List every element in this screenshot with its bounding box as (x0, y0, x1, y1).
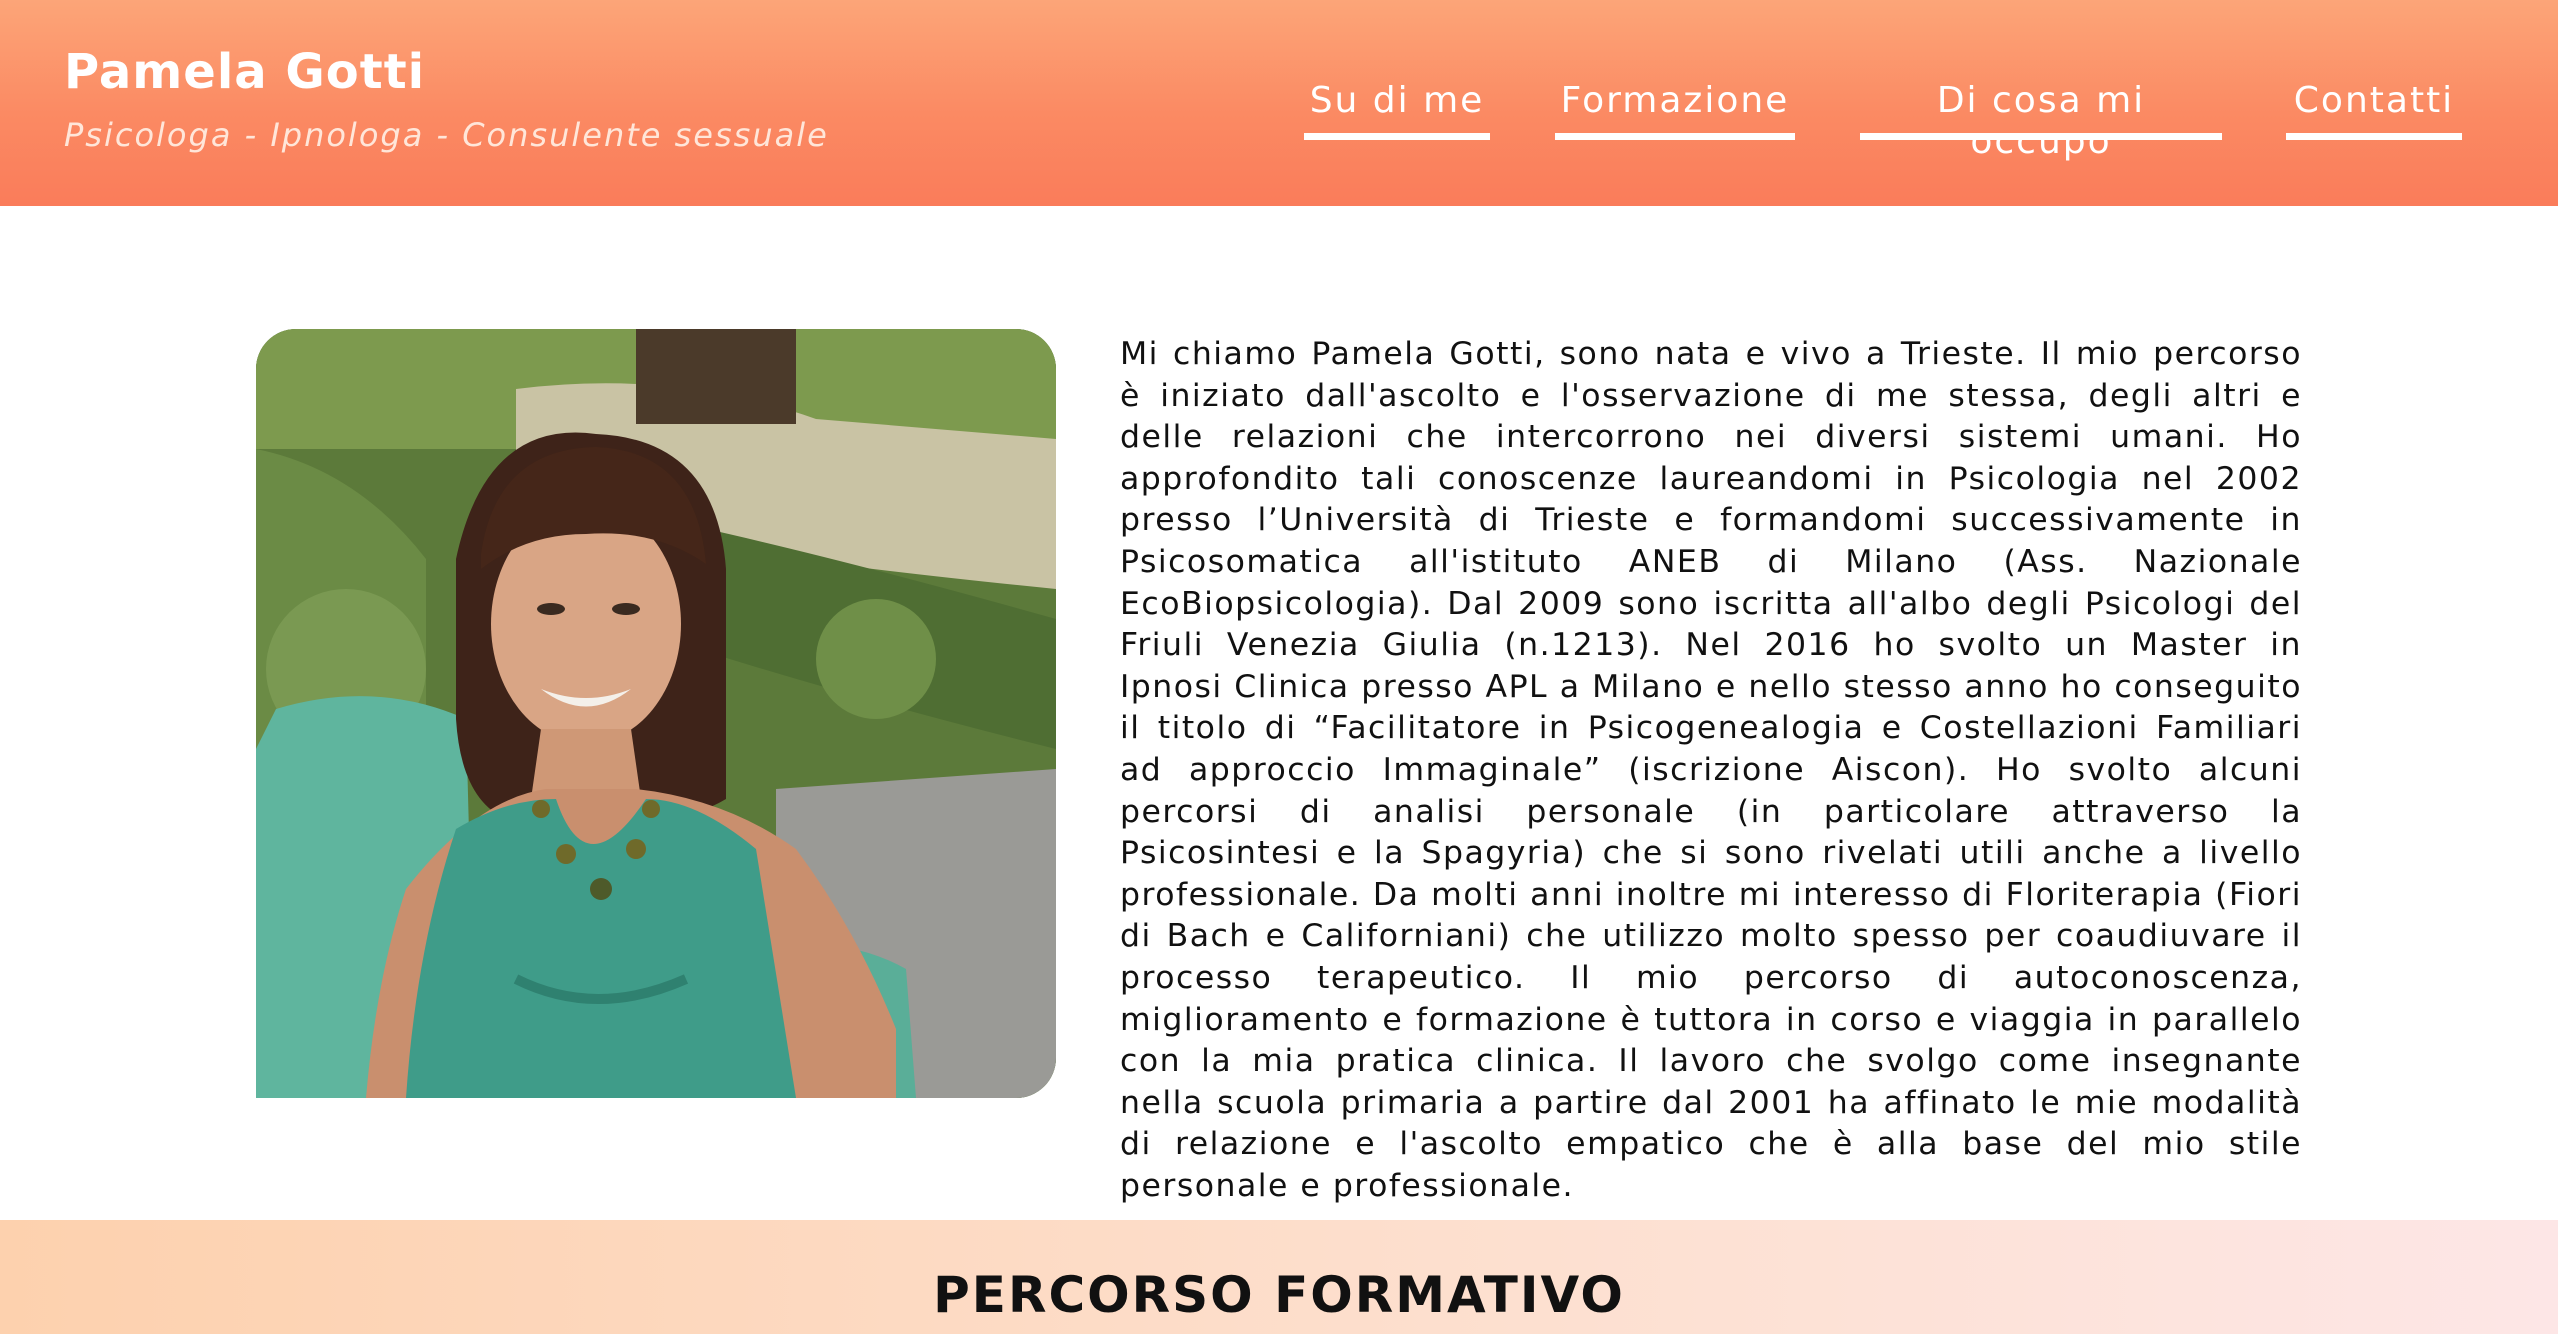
nav-di-cosa-mi-occupo[interactable]: Di cosa mi occupo (1860, 76, 2222, 140)
training-section-band (0, 1220, 2558, 1334)
site-header (0, 0, 2558, 206)
site-tagline: Psicologa - Ipnologa - Consulente sessuale (64, 116, 829, 154)
about-text: Mi chiamo Pamela Gotti, sono nata e vivo a Trieste. Il mio percorso è iniziato dall'ascolto e l'osservazione di me stessa, degli altri e delle relazioni che intercorrono nei diversi sistemi umani. Ho approfondito tali conoscenze laureandomi in Psicologia nel 2002 presso l’Università di Trieste e formandomi successivamente in Psicosomatica all'istituto ANEB di Milano (Ass. Nazionale EcoBiopsicologia). Dal 2009 sono iscritta all'albo degli Psicologi del Friuli Venezia Giulia (n.1213). Nel 2016 ho svolto un Master in Ipnosi Clinica presso APL a Milano e nello stesso anno ho conseguito il titolo di “Facilitatore in Psicogenealogia e Costellazioni Familiari ad approccio Immaginale” (iscrizione Aiscon). Ho svolto alcuni percorsi di analisi personale (in particolare attraverso la Psicosintesi e la Spagyria) che si sono rivelati utili anche a livello professionale. Da molti anni inoltre mi interesso di Floriterapia (Fiori di Bach e Californiani) che utilizzo molto spesso per coaudiuvare il processo terapeutico. Il mio percorso di autoconoscenza, miglioramento e formazione è tuttora in corso e viaggia in parallelo con la mia pratica clinica. Il lavoro che svolgo come insegnante nella scuola primaria a partire dal 2001 ha affinato le mie modalità di relazione e l'ascolto empatico che è alla base del mio stile personale e professionale. (1120, 336, 2302, 1204)
main-nav (0, 76, 2558, 162)
portrait-illustration (256, 329, 1056, 1098)
nav-formazione[interactable]: Formazione (1555, 76, 1795, 140)
nav-su-di-me[interactable]: Su di me (1304, 76, 1490, 140)
nav-contatti[interactable]: Contatti (2286, 76, 2462, 140)
site-title[interactable]: Pamela Gotti (64, 44, 426, 100)
profile-photo (256, 329, 1056, 1098)
section-title: PERCORSO FORMATIVO (933, 1266, 1625, 1324)
